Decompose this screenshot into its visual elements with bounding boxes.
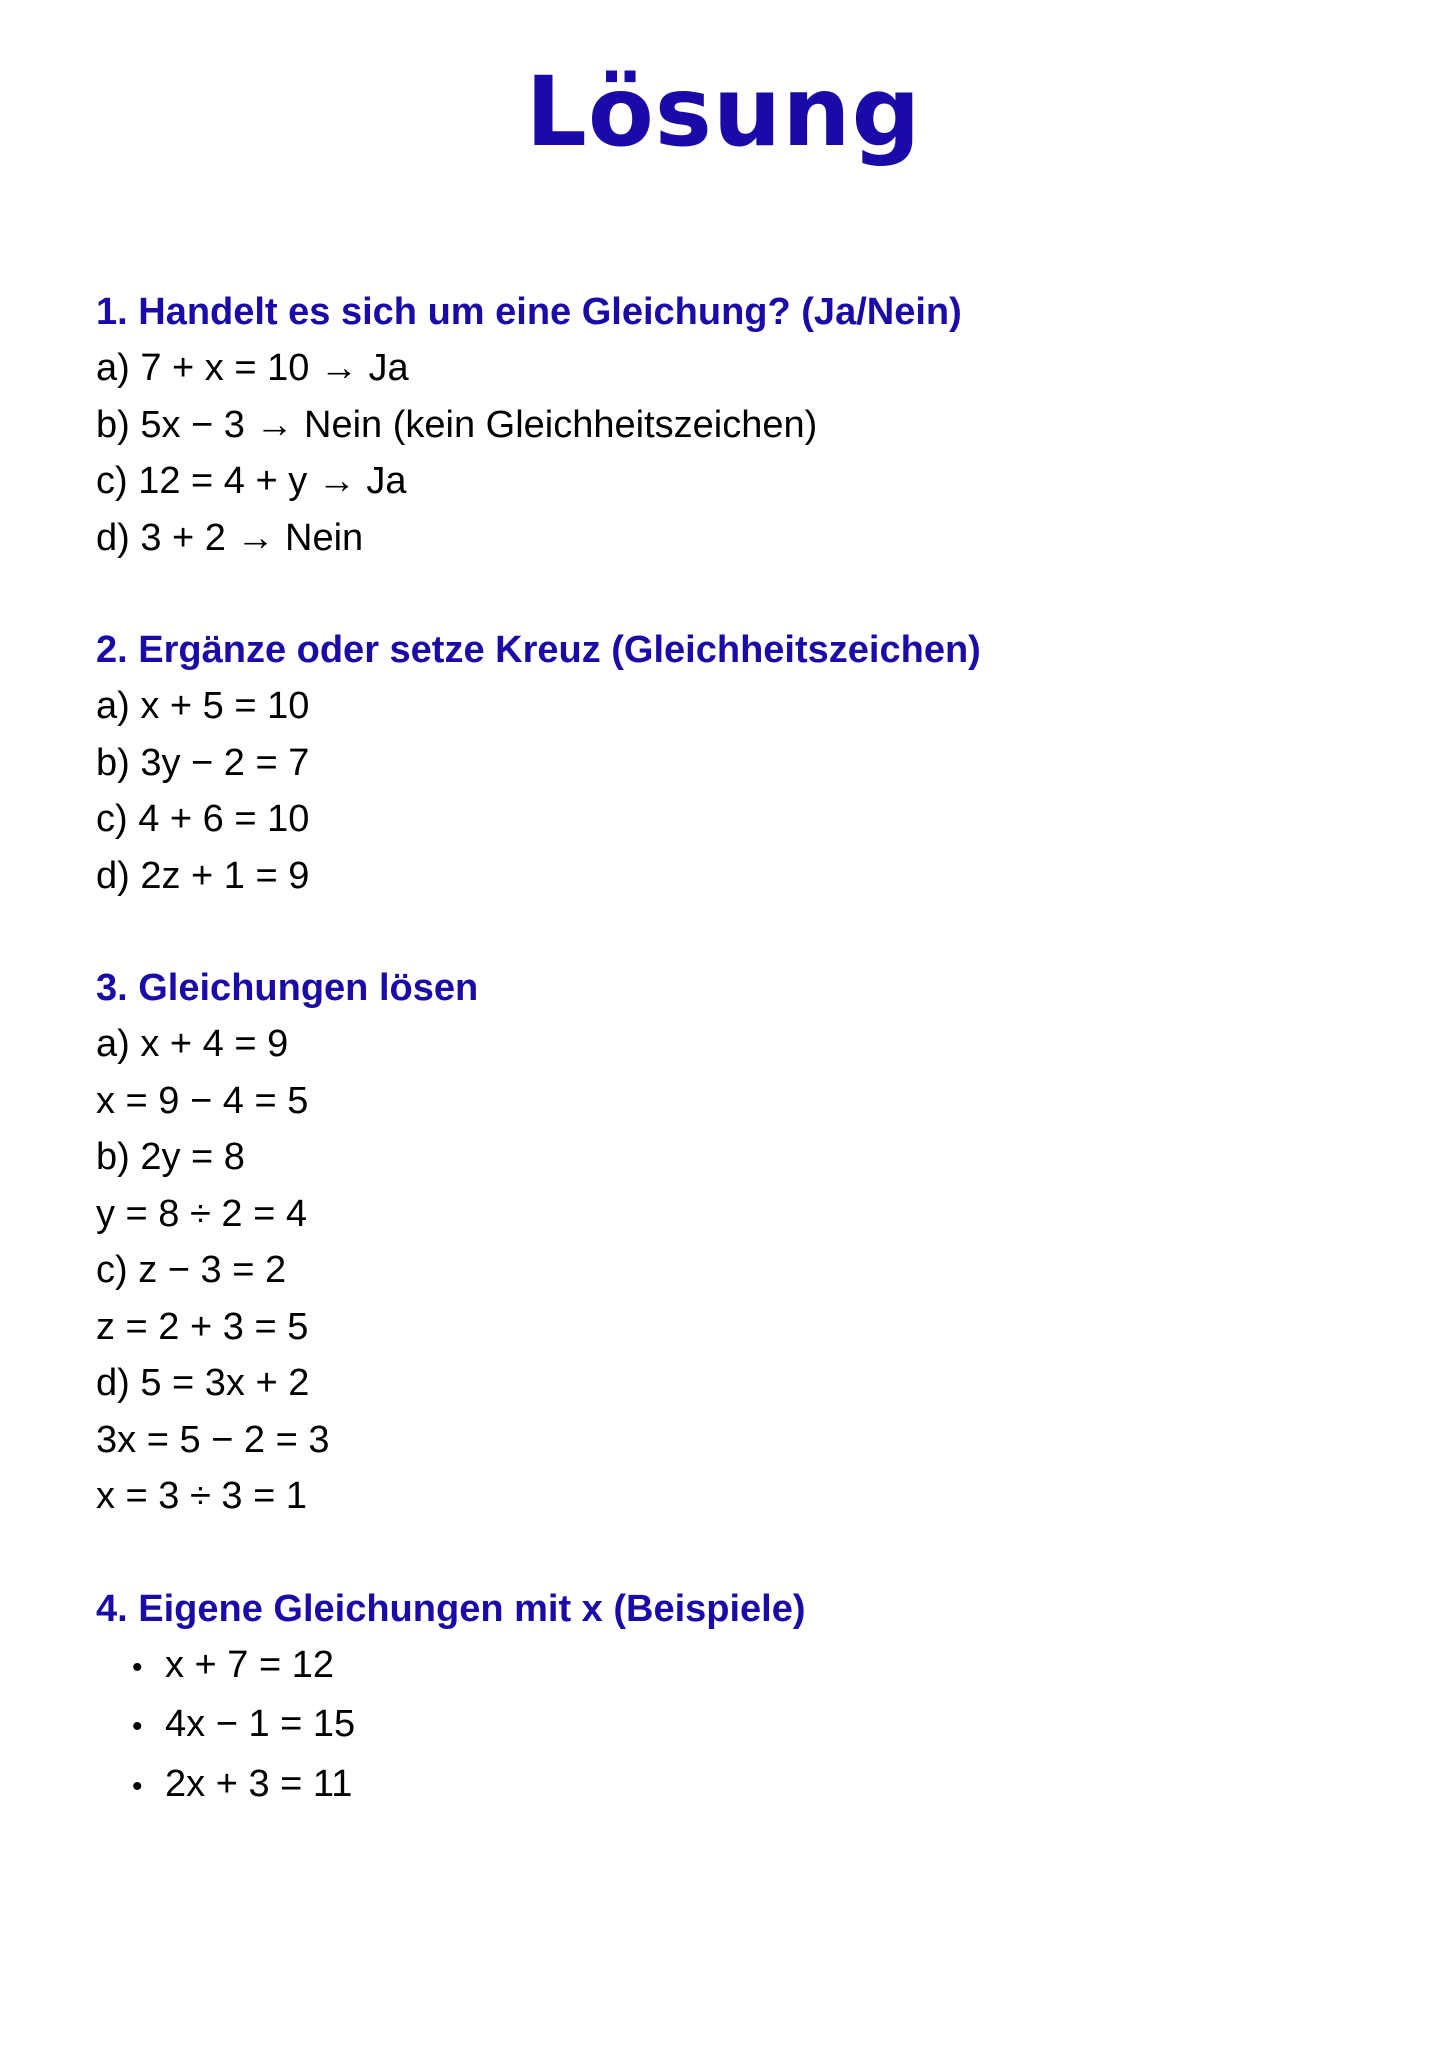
section-heading: 1. Handelt es sich um eine Gleichung? (Ja/Nein)	[96, 291, 962, 333]
answer-line: x = 3 ÷ 3 = 1	[96, 1475, 307, 1517]
answer-line: a) x + 5 = 10	[96, 685, 310, 727]
section-heading: 2. Ergänze oder setze Kreuz (Gleichheitszeichen)	[96, 629, 981, 671]
list-item	[96, 1696, 1356, 1756]
section-heading: 3. Gleichungen lösen	[96, 967, 479, 1009]
answer-line: b) 2y = 8	[96, 1136, 245, 1178]
section-heading: 4. Eigene Gleichungen mit x (Beispiele)	[96, 1587, 806, 1630]
section-3	[96, 960, 1356, 1525]
answer-line: a) x + 4 = 9	[96, 1023, 289, 1065]
bullet-icon: •	[132, 1650, 143, 1684]
bullet-icon: •	[132, 1710, 143, 1743]
answer-line: d) 3 + 2 → Nein	[96, 516, 364, 559]
section-4	[96, 1581, 1356, 1816]
answer-line: d) 5 = 3x + 2	[96, 1362, 310, 1404]
answer-line: d) 2z + 1 = 9	[96, 854, 310, 897]
bullet-icon: •	[132, 1769, 143, 1803]
list-item-text: 4x − 1 = 15	[165, 1703, 356, 1745]
list-item-text: 2x + 3 = 11	[165, 1762, 353, 1805]
answer-line: y = 8 ÷ 2 = 4	[96, 1192, 307, 1235]
section-1	[96, 284, 1356, 566]
answer-line: c) 12 = 4 + y → Ja	[96, 460, 407, 502]
answer-line: b) 3y − 2 = 7	[96, 741, 310, 784]
answer-line: c) 4 + 6 = 10	[96, 798, 310, 840]
example-list	[96, 1637, 1356, 1816]
answer-line: 3x = 5 − 2 = 3	[96, 1418, 330, 1461]
answer-line: x = 9 − 4 = 5	[96, 1079, 309, 1122]
page-title: Lösung	[525, 56, 922, 168]
answer-line: z = 2 + 3 = 5	[96, 1305, 309, 1348]
list-item	[96, 1637, 1356, 1697]
solution-content	[96, 284, 1356, 1815]
answer-line: b) 5x − 3 → Nein (kein Gleichheitszeichen)	[96, 403, 818, 446]
list-item-text: x + 7 = 12	[165, 1643, 335, 1686]
section-2	[96, 622, 1356, 904]
answer-line: c) z − 3 = 2	[96, 1249, 287, 1291]
answer-line: a) 7 + x = 10 → Ja	[96, 347, 409, 389]
list-item	[96, 1756, 1356, 1816]
